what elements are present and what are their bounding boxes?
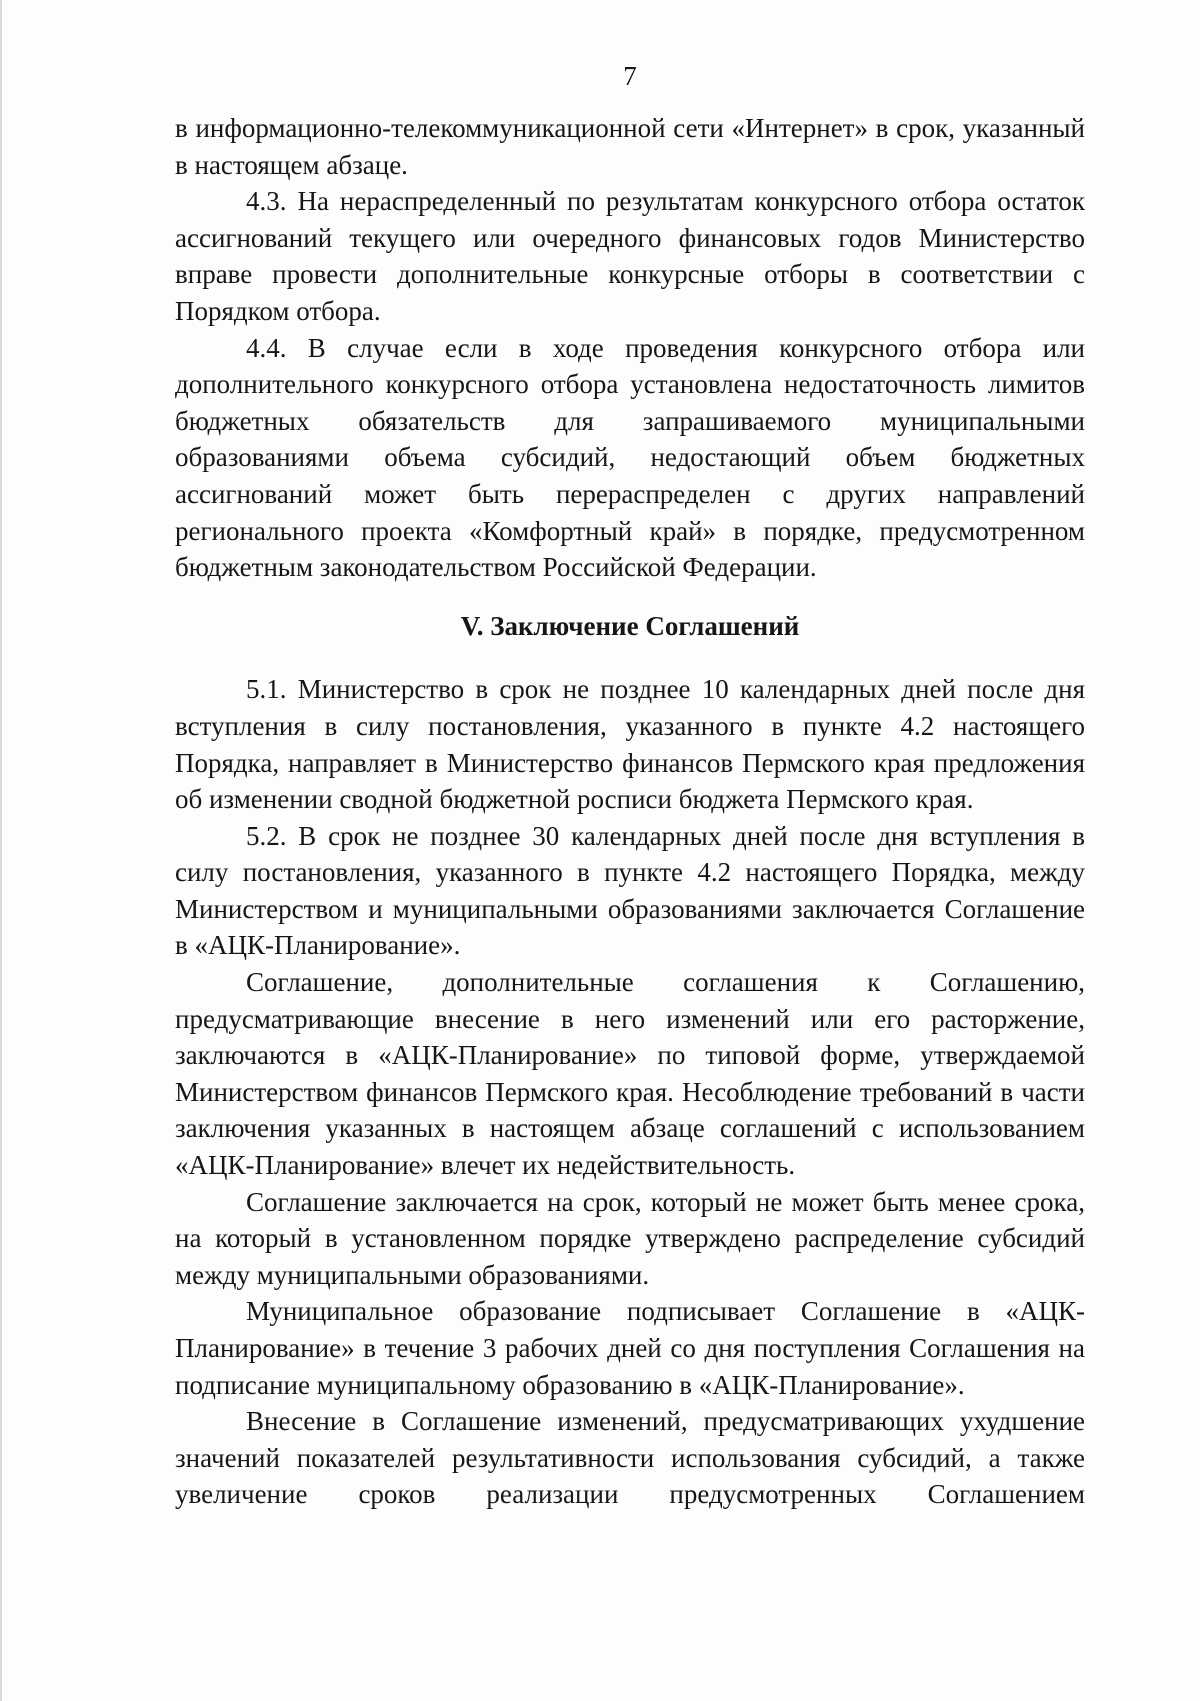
paragraph-4-4: 4.4. В случае если в ходе проведения конкурсного отбора или дополнительного конкурсного отбора установлена недостаточность лимитов бюджетных обязательств для запрашиваемого муниципальными образованиями объема субсидий, недостающий объем бюджетных ассигнований может быть перераспределен с других направлений регионального проекта «Комфортный край» в порядке, предусмотренном бюджетным законодательством Российской Федерации. [175,332,1085,583]
paragraph-amendments: Внесение в Соглашение изменений, предусматривающих ухудшение значений показателей результативности использования субсидий, а также увеличение сроков реализации предусмотренных Соглашением [175,1406,1085,1510]
scan-edge [0,0,2,1701]
paragraph-agreement-forms: Соглашение, дополнительные соглашения к Соглашению, предусматривающие внесение в него изменений или его расторжение, заключаются в «АЦК-Планирование» по типовой форме, утверждаемой Министерством финансов Пермского края. Несоблюдение требований в части заключения указанных в настоящем абзаце соглашений с использованием «АЦК-Планирование» влечет их недействительность. [175,967,1085,1181]
paragraph-continuation: в информационно-телекоммуникационной сети «Интернет» в срок, указанный в настоящем абзаце. [175,113,1085,180]
section-heading: V. Заключение Соглашений [460,610,800,641]
page-number: 7 [623,61,637,91]
paragraph-agreement-term: Соглашение заключается на срок, который не может быть менее срока, на который в установленном порядке утверждено распределение субсидий между муниципальными образованиями. [175,1186,1085,1290]
paragraph-5-1: 5.1. Министерство в срок не позднее 10 календарных дней после дня вступления в силу постановления, указанного в пункте 4.2 настоящего Порядка, направляет в Министерство финансов Пермского края предложения об изменении сводной бюджетной росписи бюджета Пермского края. [175,674,1085,815]
paragraph-5-2: 5.2. В срок не позднее 30 календарных дней после дня вступления в силу постановления, указанного в пункте 4.2 настоящего Порядка, между Министерством и муниципальными образованиями заключается Соглашение в «АЦК-Планирование». [175,820,1085,961]
paragraph-4-3: 4.3. На нераспределенный по результатам конкурсного отбора остаток ассигнований текущего или очередного финансовых годов Министерство вправе провести дополнительные конкурсные отборы в соответствии с Порядком отбора. [175,186,1085,326]
paragraph-signing: Муниципальное образование подписывает Соглашение в «АЦК-Планирование» в течение 3 рабочих дней со дня поступления Соглашения на подписание муниципальному образованию в «АЦК-Планирование». [175,1296,1085,1400]
